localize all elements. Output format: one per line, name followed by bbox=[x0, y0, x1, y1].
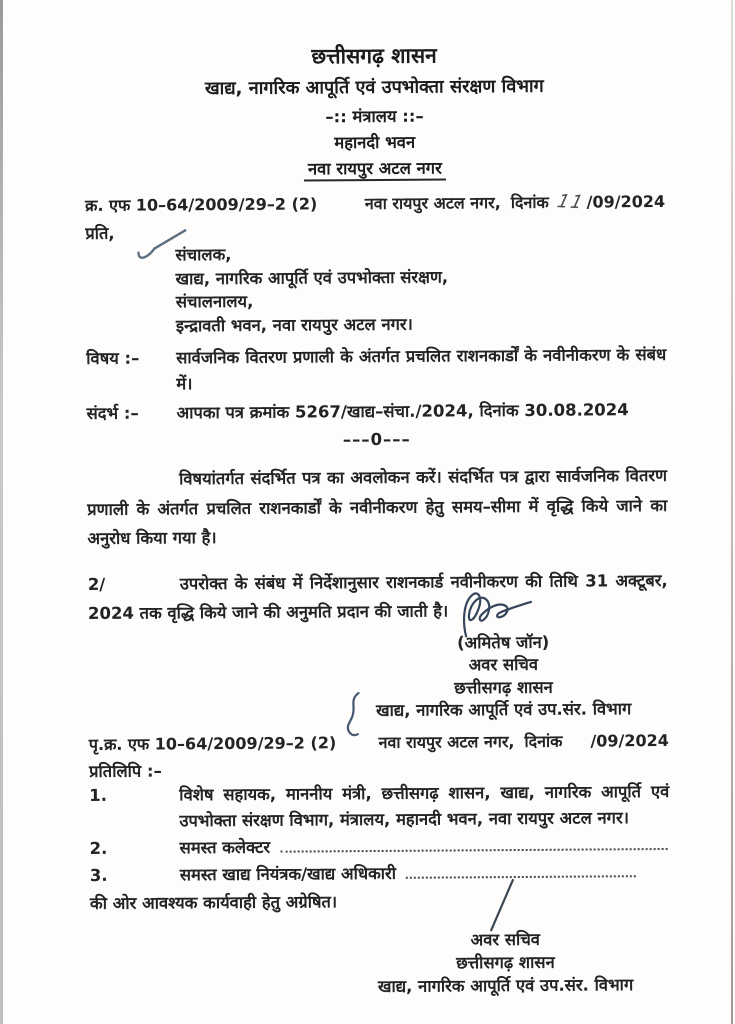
letterhead-city: नवा रायपुर अटल नगर bbox=[85, 154, 665, 181]
letter-content bbox=[84, 40, 671, 1000]
paragraph-number: 2/ bbox=[87, 574, 106, 594]
place: नवा रायपुर अटल नगर, bbox=[364, 193, 501, 214]
handwritten-brace-mark bbox=[345, 691, 363, 737]
reference-row bbox=[86, 397, 666, 427]
section-separator: –––0––– bbox=[342, 429, 411, 450]
copy-label: प्रतिलिपि :– bbox=[89, 760, 162, 781]
copy-item-number: 1. bbox=[89, 785, 108, 805]
copy-item bbox=[90, 831, 670, 861]
handwritten-tick-mark bbox=[135, 227, 189, 263]
handwritten-stroke-mark bbox=[488, 878, 516, 932]
to-label: प्रति, bbox=[85, 223, 115, 244]
signatory-designation: अवर सचिव bbox=[468, 654, 539, 675]
letterhead-ministry: –:: मंत्रालय ::– bbox=[325, 106, 424, 127]
dotted-fill-line bbox=[406, 875, 636, 879]
copy-item-text: समस्त खाद्य नियंत्रक/खाद्य अधिकारी bbox=[179, 863, 397, 884]
date-label: दिनांक bbox=[510, 192, 549, 213]
signatory-government: छत्तीसगढ़ शासन bbox=[454, 677, 553, 697]
addressee-line: संचालनालय, bbox=[175, 291, 254, 312]
addressee-line: इन्द्रावती भवन, नवा रायपुर अटल नगर। bbox=[175, 314, 413, 335]
dotted-fill-line bbox=[280, 847, 667, 852]
scan-edge-left bbox=[0, 0, 3, 1024]
addressee-line: संचालक, bbox=[175, 245, 232, 265]
copy-item bbox=[90, 858, 670, 888]
place: नवा रायपुर अटल नगर, bbox=[378, 731, 515, 752]
scan-edge-right bbox=[731, 0, 733, 1024]
reference-number-row bbox=[85, 190, 665, 216]
addressee-line: खाद्य, नागरिक आपूर्ति एवं उपभोक्ता संरक्षण, bbox=[175, 266, 449, 288]
letterhead-building: महानदी भवन bbox=[334, 132, 416, 153]
subject-row bbox=[86, 342, 666, 398]
letterhead bbox=[84, 40, 665, 181]
endorsement-number: पृ.क्र. एफ 10–64/2009/29–2 (2) bbox=[88, 732, 337, 754]
signature-block-1 bbox=[338, 630, 669, 722]
signatory-department: खाद्य, नागरिक आपूर्ति एवं उप.संर. विभाग bbox=[375, 699, 632, 721]
copy-item-number: 2. bbox=[89, 838, 108, 858]
place-date bbox=[365, 190, 665, 214]
handwritten-day-mark: 11 bbox=[552, 191, 589, 214]
reference-text: आपका पत्र क्रमांक 5267/खाद्य–संचा./2024, दिनांक 30.08.2024 bbox=[176, 400, 629, 423]
copy-item bbox=[89, 778, 669, 834]
paragraph-text: उपरोक्त के संबंध में निर्देशानुसार राशनकार्ड नवीनीकरण की तिथि 31 अक्टूबर, 2024 तक वृद्धि किये जाने की अनुमति प्रदान की जाती है। bbox=[87, 570, 668, 624]
subject-text: सार्वजनिक वितरण प्रणाली के अंतर्गत प्रचलित राशनकार्डों के नवीनीकरण के संबंध में। bbox=[176, 344, 667, 394]
signatory-government: छत्तीसगढ़ शासन bbox=[456, 952, 555, 972]
date-label: दिनांक bbox=[524, 731, 563, 751]
copy-item-text: विशेष सहायक, माननीय मंत्री, छत्तीसगढ़ शासन, खाद्य, नागरिक आपूर्ति एवं उपभोक्ता संरक्षण विभाग, मंत्रालय, महानदी भवन, नवा रायपुर अटल नगर। bbox=[179, 781, 670, 830]
reference-label: संदर्भ :– bbox=[86, 403, 139, 424]
signature-scribble bbox=[456, 589, 534, 638]
copy-item-text: समस्त कलेक्टर bbox=[179, 837, 271, 857]
endorsement-place-date bbox=[378, 728, 668, 752]
body-paragraph-1: विषयांतर्गत संदर्भित पत्र का अवलोकन करें। संदर्भित पत्र द्वारा सार्वजनिक वितरण प्रणाली के अंतर्गत प्रचलित राशनकार्डों के नवीनीकरण हेतु समय–सीमा में वृद्धि किये जाने का अनुरोध किया गया है। bbox=[87, 465, 668, 549]
endorsement-number-row bbox=[89, 728, 669, 754]
body-paragraph-2 bbox=[88, 565, 668, 628]
signature-block-2 bbox=[340, 926, 670, 997]
letter-number: क्र. एफ 10–64/2009/29–2 (2) bbox=[85, 194, 318, 216]
addressee-block bbox=[175, 240, 666, 337]
copy-item-number: 3. bbox=[89, 865, 108, 885]
signatory-designation: अवर सचिव bbox=[470, 929, 541, 949]
letterhead-department: खाद्य, नागरिक आपूर्ति एवं उपभोक्ता संरक्षण विभाग bbox=[204, 75, 544, 100]
endorsement-footer: की ओर आवश्यक कार्यवाही हेतु अग्रेषित। bbox=[89, 891, 338, 913]
date-suffix: /09/2024 bbox=[590, 730, 669, 751]
letterhead-government: छत्तीसगढ़ शासन bbox=[311, 43, 437, 69]
date-suffix: /09/2024 bbox=[586, 191, 666, 212]
signatory-name: (अमितेष जॉन) bbox=[457, 632, 550, 652]
subject-label: विषय :– bbox=[86, 348, 140, 369]
signatory-department: खाद्य, नागरिक आपूर्ति एवं उप.संर. विभाग bbox=[377, 974, 634, 996]
